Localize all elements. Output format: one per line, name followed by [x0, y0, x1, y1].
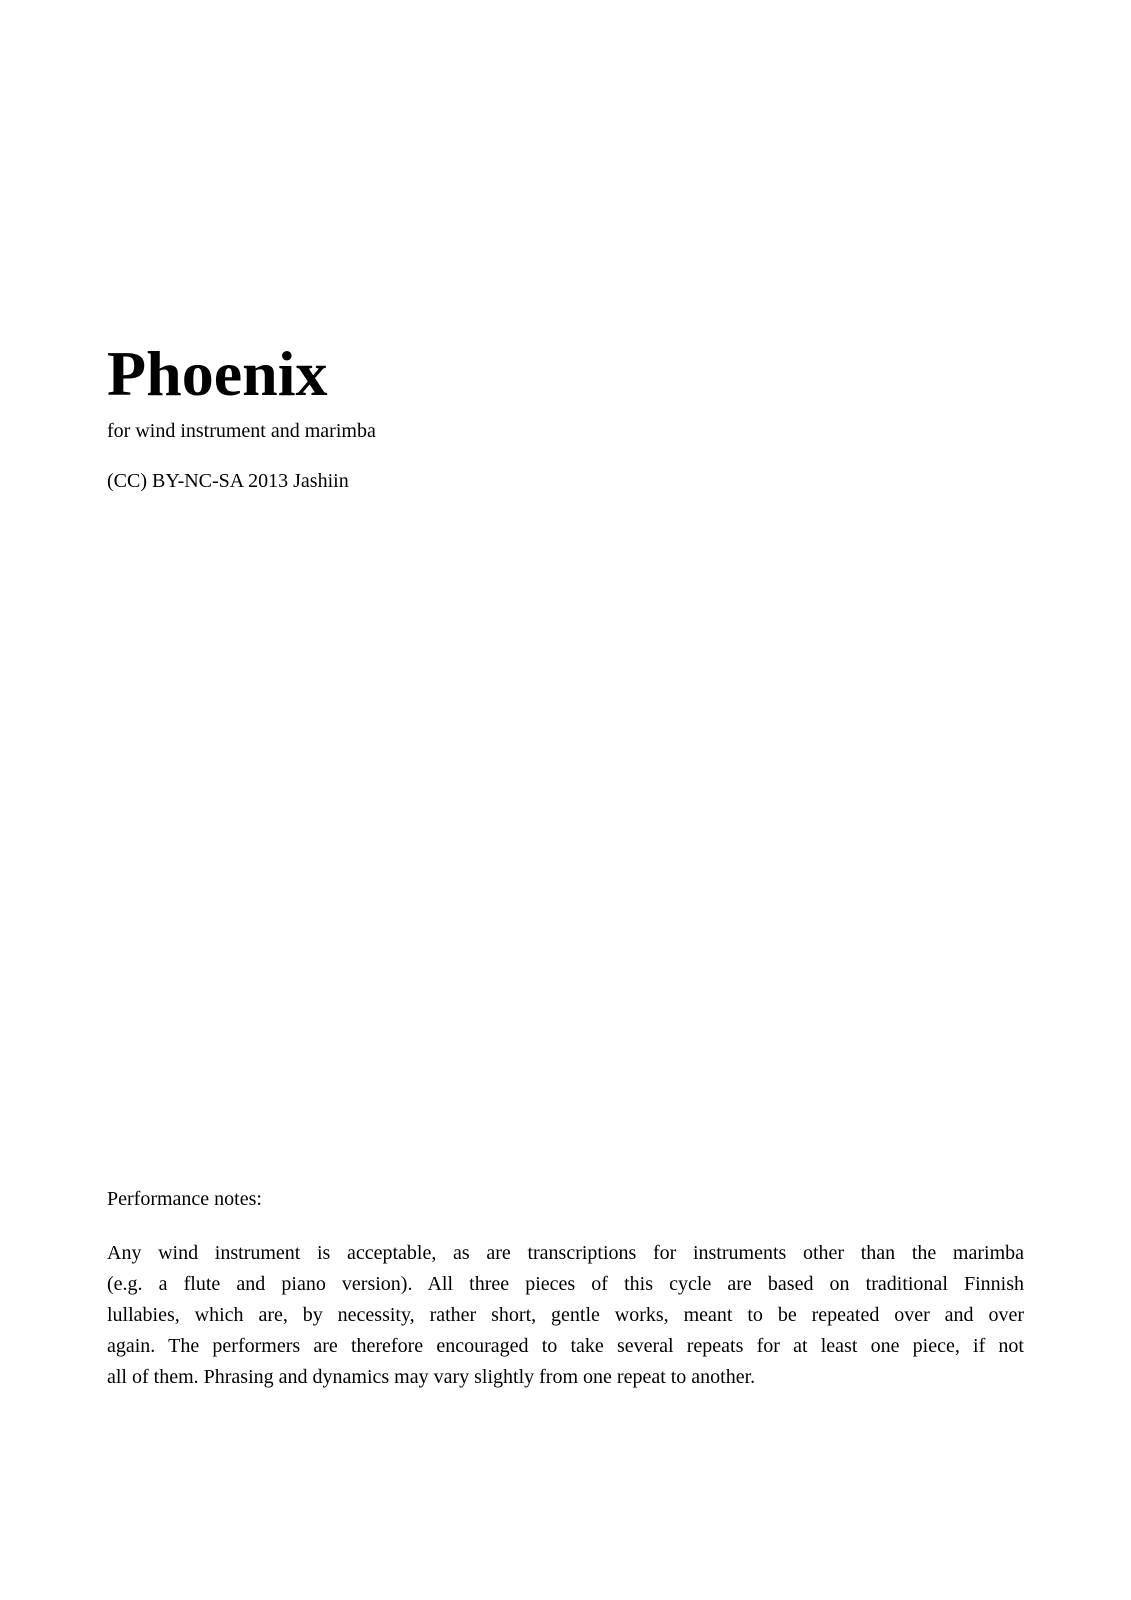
copyright-notice: (CC) BY-NC-SA 2013 Jashiin [107, 470, 349, 492]
document-subtitle: for wind instrument and marimba [107, 420, 376, 442]
paragraph-line: lullabies, which are, by necessity, rather short, gentle works, meant to be repeated over and over [107, 1304, 1024, 1326]
document-title: Phoenix [107, 338, 328, 409]
performance-notes-heading: Performance notes: [107, 1188, 262, 1210]
paragraph-line: (e.g. a flute and piano version). All three pieces of this cycle are based on traditional Finnish [107, 1273, 1024, 1295]
paragraph-line: again. The performers are therefore encouraged to take several repeats for at least one piece, if not [107, 1335, 1024, 1357]
paragraph-line: all of them. Phrasing and dynamics may vary slightly from one repeat to another. [107, 1366, 756, 1388]
paragraph-line: Any wind instrument is acceptable, as are transcriptions for instruments other than the marimba [107, 1242, 1024, 1264]
performance-notes-paragraph [107, 1238, 1024, 1393]
